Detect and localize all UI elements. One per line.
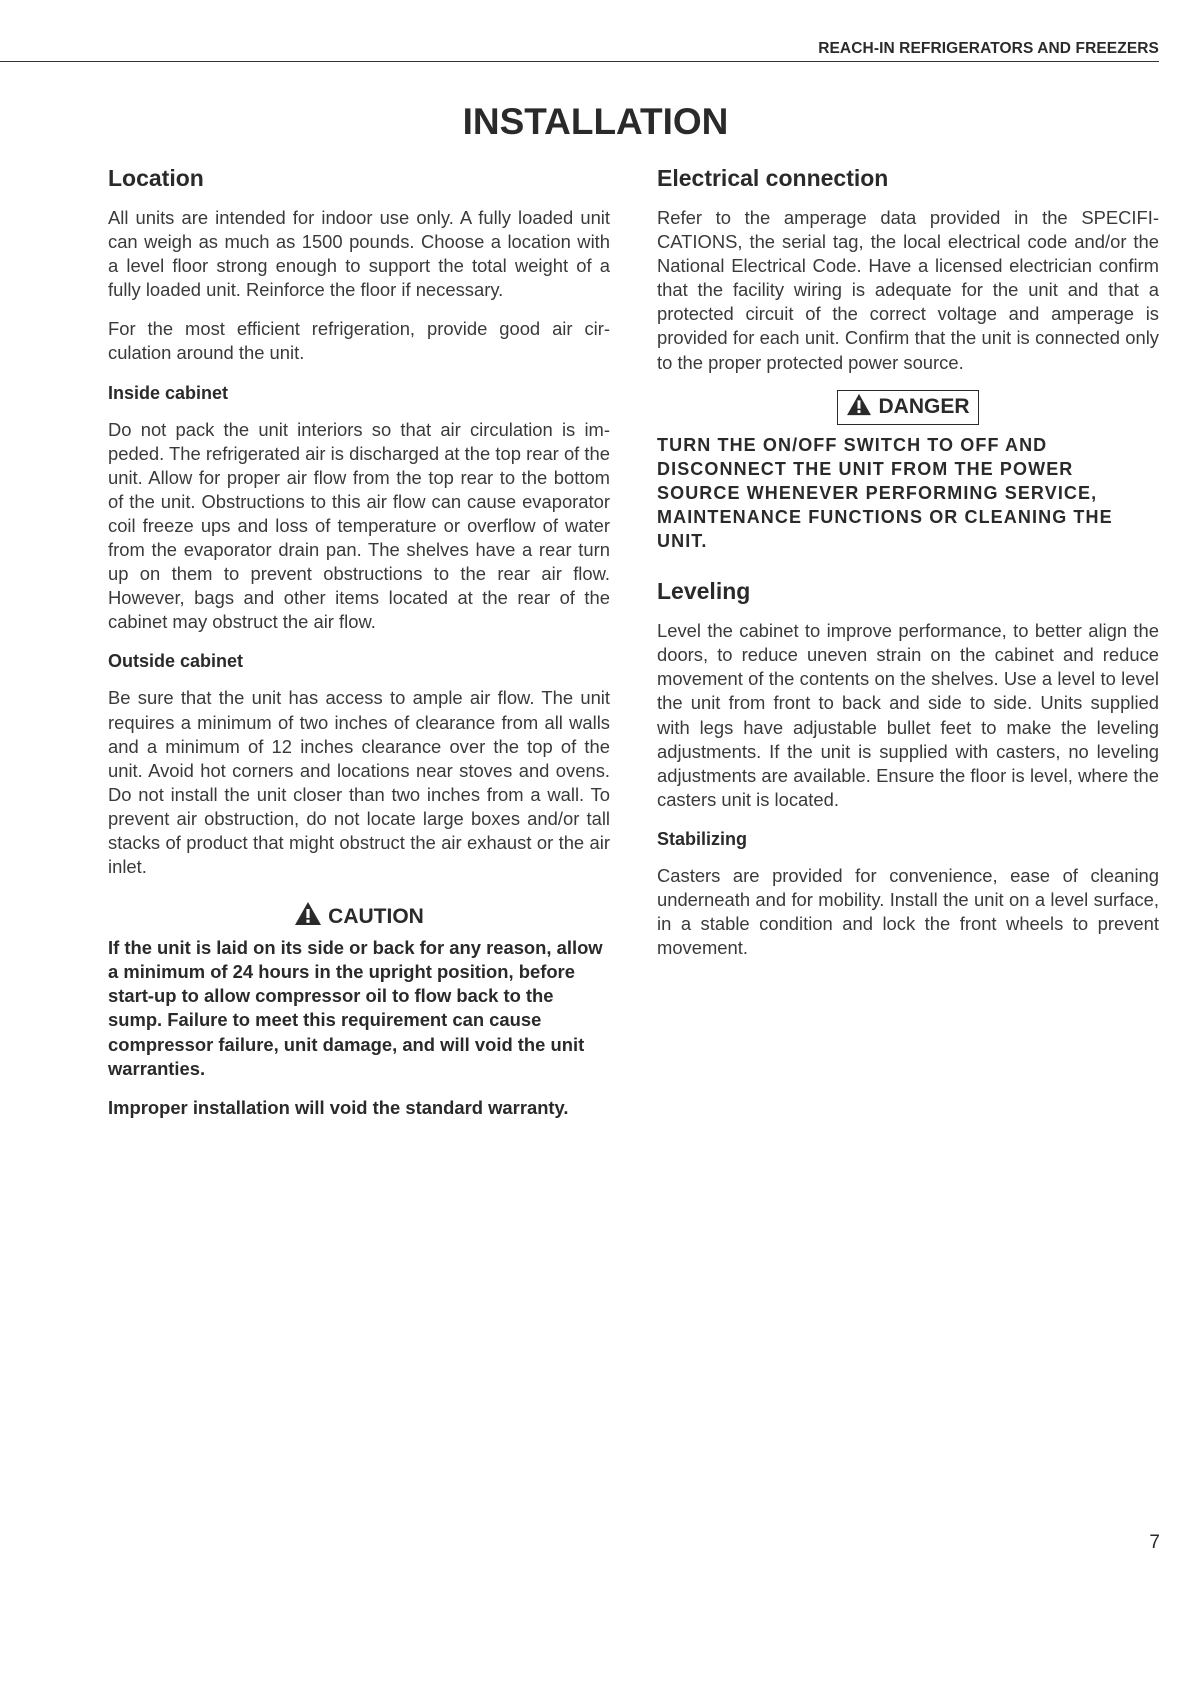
- right-column: [657, 164, 1159, 975]
- location-paragraph-1: All units are intended for indoor use only. A fully loaded unit can weigh as much as 1500 pounds. Choose a location with a level floor strong enough to support the total weight of a fully loaded unit. Reinforce the floor if necessary.: [108, 207, 610, 301]
- page-number: 7: [1149, 1532, 1160, 1553]
- left-column: [108, 164, 610, 1135]
- danger-label: DANGER: [878, 394, 970, 418]
- leveling-heading: Leveling: [657, 578, 751, 605]
- danger-label-wrap: [657, 390, 1159, 425]
- caution-label: CAUTION: [328, 905, 424, 929]
- warranty-note: Improper installation will void the standard warranty.: [108, 1096, 569, 1118]
- outside-cabinet-paragraph: Be sure that the unit has access to ample air flow. The unit requires a minimum of two inches of clearance from all walls and a minimum of 12 inches clearance over the top of the unit. Avoid hot corners and locations near stoves and ovens. Do not install the unit closer than two inches from a wall. To prevent air obstruction, do not locate large boxes and/or tall stacks of product that might obstruct the air exhaust or the air inlet.: [108, 687, 610, 878]
- electrical-connection-heading: Electrical connection: [657, 165, 889, 191]
- inside-cabinet-paragraph: Do not pack the unit interiors so that air circulation is impeded. The refrigerated air is discharged at the top rear of the unit. Allow for proper air flow from the top rear to the bottom of the unit. Obstructions to this air flow can cause evaporator coil freeze ups and loss of temperature or overflow of water from the evaporator drain pan. The shelves have a rear turn up on them to prevent obstructions to the rear air flow. However, bags and other items located at the rear of the cabinet may obstruct the air flow.: [108, 418, 610, 633]
- danger-text: TURN THE ON/OFF SWITCH TO OFF AND DISCONNECT THE UNIT FROM THE POWER SOURCE WHENEVER PERFORMING SERVICE, MAINTENANCE FUNCTIONS OR CLEANING THE UNIT.: [657, 434, 1113, 552]
- location-paragraph-2: For the most efficient refrigeration, provide good air circulation around the unit.: [108, 318, 610, 364]
- electrical-connection-paragraph: Refer to the amperage data provided in the SPECIFICATIONS, the serial tag, the local electrical code and/or the National Electrical Code. Have a licensed electrician confirm that the facility wiring is adequate for the unit and that a protected circuit of the correct voltage and amperage is provided for each unit. Confirm that the unit is connected only to the proper protected power source.: [657, 207, 1159, 373]
- caution-text: If the unit is laid on its side or back for any reason, allow a minimum of 24 hours in the upright position, before start-up to allow compressor oil to flow back to the sump. Failure to meet this requirement can cause compressor failure, unit damage, and will void the unit warranties.: [108, 937, 603, 1079]
- leveling-paragraph: Level the cabinet to improve performance, to better align the doors, to reduce uneven strain on the cabinet and reduce movement of the contents on the shelves. Use a level to level the unit from front to back and side to side. Units supplied with legs have adjustable bullet feet to make the leveling adjustments. If the unit is supplied with casters, no leveling adjustments are available. Ensure the floor is level, where the casters unit is located.: [657, 620, 1159, 810]
- inside-cabinet-heading: Inside cabinet: [108, 382, 229, 403]
- warning-triangle-icon: [846, 393, 872, 423]
- caution-title: [108, 901, 610, 934]
- outside-cabinet-heading: Outside cabinet: [108, 651, 244, 672]
- danger-box: [837, 390, 978, 425]
- stabilizing-paragraph: Casters are provided for convenience, ease of cleaning underneath and for mobility. Install the unit on a level surface, in a stable condition and lock the front wheels to prevent movement.: [657, 864, 1159, 959]
- page-title: INSTALLATION: [462, 101, 729, 142]
- running-header: REACH-IN REFRIGERATORS AND FREEZERS: [0, 38, 1159, 62]
- warning-triangle-icon: [294, 901, 322, 934]
- stabilizing-heading: Stabilizing: [657, 828, 747, 849]
- location-heading: Location: [108, 165, 204, 191]
